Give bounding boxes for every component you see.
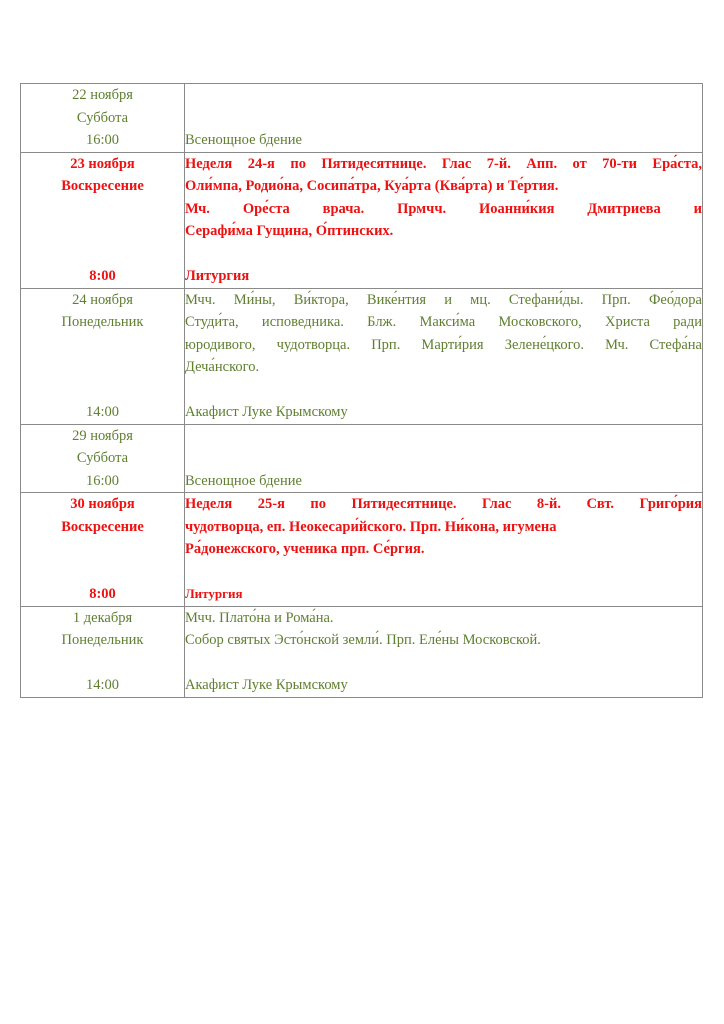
service-name: Акафист Луке Крымскому (185, 677, 348, 693)
table-row (21, 606, 703, 697)
description-cell (185, 152, 703, 288)
service-name: Литургия (185, 268, 250, 284)
commemoration-line: Собор святых Эсто́нской земли́. Прп. Еле́ны Московской. (185, 632, 541, 648)
weekday-label: Понедельник (61, 632, 144, 648)
weekday-label: Суббота (76, 109, 129, 126)
description-cell (185, 606, 703, 697)
table-row (21, 493, 703, 607)
commemoration-line: Деча́нского. (185, 359, 260, 375)
services-schedule-table (20, 83, 703, 698)
description-cell (185, 493, 703, 607)
service-name: Литургия (185, 586, 243, 601)
commemoration-line: Оли́мпа, Родио́на, Сосипа́тра, Куа́рта (Ква́рта) и Те́ртия. (185, 178, 559, 194)
weekday-label: Понедельник (61, 314, 144, 330)
date-cell (21, 152, 185, 288)
date-cell (21, 493, 185, 607)
date-label: 24 ноября (72, 291, 133, 308)
table-row (21, 424, 703, 493)
service-time: 8:00 (89, 586, 116, 602)
commemoration-line: чудотворца, еп. Неокесари́йского. Прп. Ни́кона, игумена (185, 518, 557, 535)
service-name: Всенощное бдение (185, 472, 302, 489)
date-cell (21, 424, 185, 493)
description-cell (185, 84, 703, 153)
date-label: 29 ноября (72, 427, 133, 444)
service-time: 8:00 (89, 268, 116, 284)
commemoration-line: Мчч. Плато́на и Рома́на. (185, 609, 334, 626)
date-label: 22 ноября (72, 87, 133, 103)
table-row (21, 152, 703, 288)
date-label: 1 декабря (72, 609, 133, 626)
commemoration-line: Мч. Оре́ста врача. Прмчч. Иоанни́кия Дмитриева и (185, 200, 702, 217)
table-row (21, 84, 703, 153)
weekday-label: Суббота (76, 450, 129, 466)
date-cell (21, 606, 185, 697)
date-label: 30 ноября (70, 496, 135, 512)
service-name: Всенощное бдение (185, 132, 302, 148)
commemoration-line: Неделя 24-я по Пятидесятнице. Глас 7-й. Апп. от 70-ти Ера́ста, (185, 155, 702, 172)
date-cell (21, 288, 185, 424)
service-time: 14:00 (85, 404, 120, 420)
service-time: 16:00 (85, 132, 120, 148)
commemoration-line: юродивого, чудотворца. Прп. Марти́рия Зелене́цкого. Мч. Стефа́на (185, 336, 702, 353)
service-name: Акафист Луке Крымскому (185, 404, 348, 420)
description-cell (185, 424, 703, 493)
date-cell (21, 84, 185, 153)
weekday-label: Воскресение (61, 518, 144, 535)
commemoration-line: Ра́донежского, ученика прп. Се́ргия. (185, 541, 425, 557)
table-row (21, 288, 703, 424)
commemoration-line: Студи́та, исповедника. Блж. Макси́ма Московского, Христа ради (185, 314, 702, 330)
description-cell (185, 288, 703, 424)
service-time: 16:00 (85, 472, 120, 489)
commemoration-line: Серафи́ма Гущина, О́птинских. (185, 223, 394, 239)
date-label: 23 ноября (70, 155, 135, 172)
weekday-label: Воскресение (61, 178, 144, 194)
service-time: 14:00 (85, 677, 120, 693)
commemoration-line: Неделя 25-я по Пятидесятнице. Глас 8-й. Свт. Григо́рия (185, 496, 702, 512)
commemoration-line: Мчч. Ми́ны, Ви́ктора, Вике́нтия и мц. Стефани́ды. Прп. Фео́дора (185, 291, 702, 308)
